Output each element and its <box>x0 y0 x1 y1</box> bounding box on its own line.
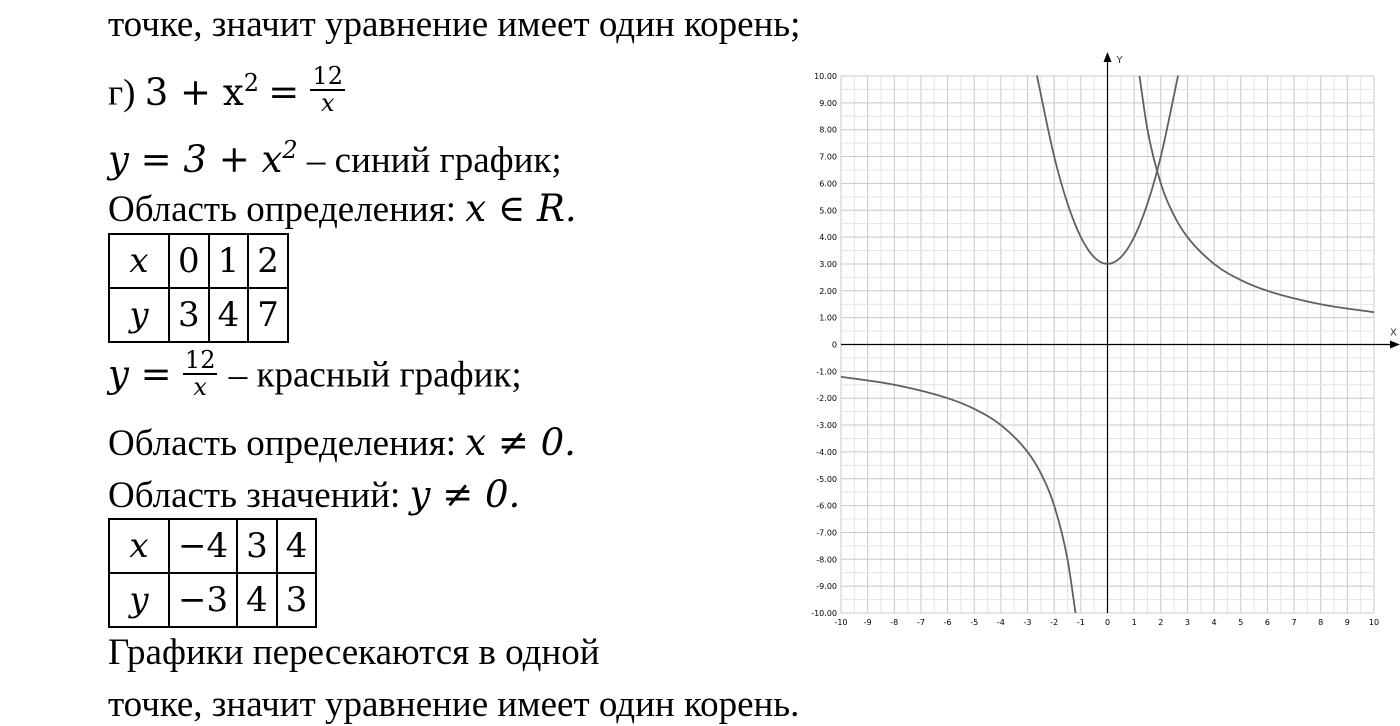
x-tick-label: 10 <box>1368 618 1380 627</box>
y-tick-label: 3.00 <box>819 259 837 269</box>
x-tick-label: -6 <box>943 618 952 627</box>
table-row <box>109 519 316 573</box>
x-tick-label: -1 <box>1076 618 1085 627</box>
series-curve-2 <box>1139 76 1374 312</box>
range-value: y ≠ 0. <box>409 473 521 516</box>
x-tick-label: -9 <box>863 618 872 627</box>
y-tick-label: 2.00 <box>819 286 837 296</box>
x-tick-label: 8 <box>1318 618 1324 627</box>
y-tick-label: 4.00 <box>819 233 837 243</box>
table-header-x: x <box>109 234 169 288</box>
fraction-numerator: 12 <box>312 62 344 90</box>
domain-1 <box>108 187 577 230</box>
y-tick-label: 8.00 <box>819 125 837 135</box>
blue-function-exponent: 2 <box>282 136 298 164</box>
y-tick-label: 1.00 <box>819 313 837 323</box>
y-tick-label: -9.00 <box>816 582 837 592</box>
y-tick-label: 9.00 <box>819 98 837 108</box>
range-label: Область значений: <box>108 475 410 516</box>
x-tick-label: 2 <box>1158 618 1164 627</box>
table-header-y: y <box>109 288 169 342</box>
y-tick-label: -4.00 <box>816 447 837 457</box>
table-cell: 7 <box>248 288 288 342</box>
x-tick-label: 4 <box>1211 618 1217 627</box>
x-tick-label: 5 <box>1238 618 1244 627</box>
y-tick-label: 5.00 <box>819 206 837 216</box>
y-tick-label: -8.00 <box>816 555 837 565</box>
table-row <box>109 234 288 288</box>
x-tick-label: -7 <box>916 618 925 627</box>
table-cell: 0 <box>169 234 209 288</box>
table-cell: 3 <box>169 288 209 342</box>
red-desc: – красный график; <box>219 354 522 396</box>
table-header-y: y <box>109 573 169 627</box>
fraction-denominator: x <box>320 89 335 118</box>
x-tick-label: 9 <box>1344 618 1350 627</box>
table-cell: −4 <box>169 519 237 573</box>
equation-line <box>108 62 347 122</box>
table-cell: 3 <box>277 573 317 627</box>
domain-1-label: Область определения: <box>108 189 466 230</box>
y-axis-arrow <box>1104 52 1112 62</box>
table-cell: 3 <box>237 519 277 573</box>
x-tick-label: -10 <box>834 618 848 627</box>
x-tick-label: 6 <box>1264 618 1270 627</box>
series-curve-3 <box>841 377 1076 613</box>
equation-left <box>144 68 259 114</box>
y-tick-label: -5.00 <box>816 474 837 484</box>
equation-equals: = <box>268 70 300 114</box>
table-cell: 4 <box>237 573 277 627</box>
fraction-denominator: x <box>193 373 207 402</box>
table-cell: 1 <box>209 234 249 288</box>
equation-left-text: 3 + x <box>144 70 244 114</box>
blue-desc: – синий график; <box>297 140 562 181</box>
y-tick-label: -7.00 <box>816 528 837 538</box>
y-tick-label: -6.00 <box>816 501 837 511</box>
blue-graph-line <box>108 138 562 179</box>
fraction-12-over-x <box>310 64 345 116</box>
y-tick-label: -1.00 <box>816 367 837 377</box>
domain-2-value: x ≠ 0. <box>465 421 576 464</box>
x-tick-label: -4 <box>996 618 1005 627</box>
table-cell: 4 <box>209 288 249 342</box>
table-cell: 4 <box>277 519 317 573</box>
conclusion-line-1: Графики пересекаются в одной <box>108 632 600 673</box>
x-tick-label: 1 <box>1131 618 1137 627</box>
fraction-numerator: 12 <box>184 346 216 374</box>
domain-1-value: x ∈ R. <box>465 187 577 230</box>
red-graph-line <box>108 346 522 404</box>
x-axis-label: X <box>1390 327 1397 339</box>
function-graph <box>780 50 1400 635</box>
table-cell: −3 <box>169 573 237 627</box>
table-header-x: x <box>109 519 169 573</box>
domain-2 <box>108 421 576 464</box>
table-row <box>109 573 316 627</box>
y-tick-label: -2.00 <box>816 394 837 404</box>
equation-exponent: 2 <box>243 68 259 97</box>
x-tick-label: 0 <box>1104 618 1111 627</box>
y-tick-label: 6.00 <box>819 179 837 189</box>
table-row <box>109 288 288 342</box>
x-tick-label: 3 <box>1184 618 1190 627</box>
x-tick-label: -5 <box>970 618 979 627</box>
domain-2-label: Область определения: <box>108 423 466 464</box>
y-tick-label: 0 <box>831 340 837 350</box>
red-function-lhs: y = <box>108 352 172 396</box>
y-axis-label: Y <box>1116 55 1123 66</box>
text-line-top: точке, значит уравнение имеет один корень; <box>108 4 801 45</box>
range <box>108 473 521 516</box>
red-fraction <box>183 348 218 400</box>
x-axis-arrow <box>1390 341 1400 349</box>
y-tick-label: 7.00 <box>819 152 837 162</box>
value-table-blue <box>108 233 289 343</box>
part-label: г) <box>108 72 136 114</box>
blue-function <box>108 138 298 181</box>
conclusion-line-2: точке, значит уравнение имеет один корень. <box>108 684 800 725</box>
x-tick-label: -3 <box>1023 618 1032 627</box>
value-table-red <box>108 518 317 628</box>
blue-function-text: y = 3 + x <box>108 138 283 181</box>
y-tick-label: -10.00 <box>811 609 837 618</box>
x-tick-label: 7 <box>1291 618 1297 627</box>
x-tick-label: -8 <box>890 618 899 627</box>
table-cell: 2 <box>248 234 288 288</box>
x-tick-label: -2 <box>1050 618 1059 627</box>
y-tick-label: 10.00 <box>814 72 837 81</box>
y-tick-label: -3.00 <box>816 421 837 431</box>
